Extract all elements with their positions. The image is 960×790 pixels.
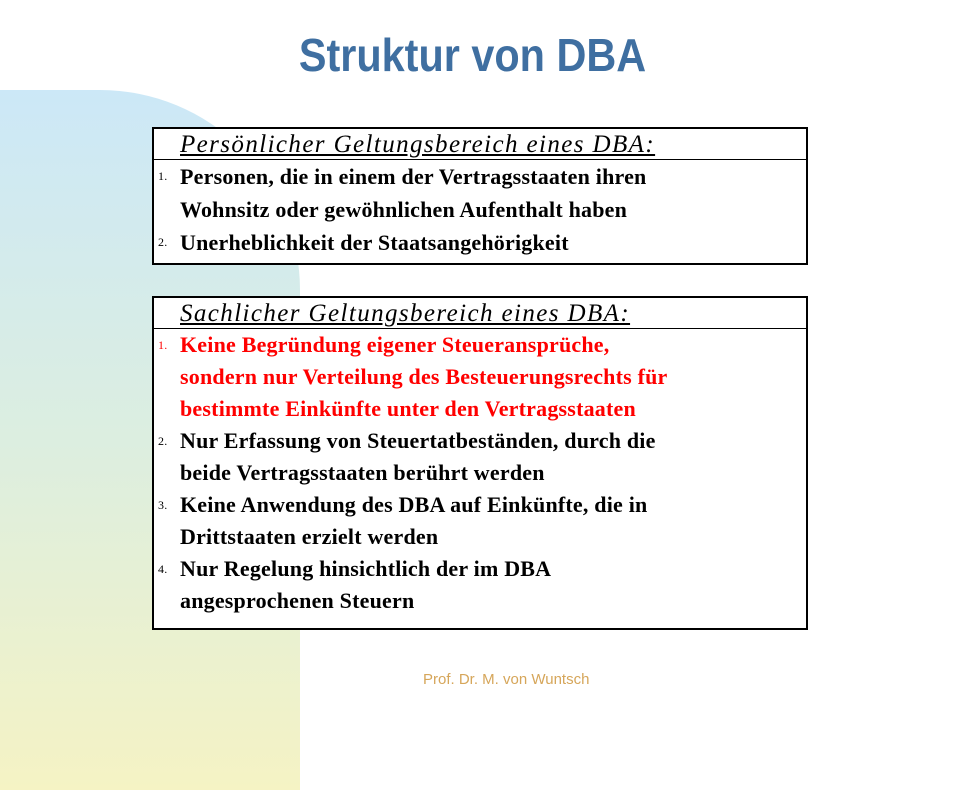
list-item — [154, 160, 806, 226]
item-text: Wohnsitz oder gewöhnlichen Aufenthalt haben — [180, 197, 628, 222]
item-text: Personen, die in einem der Vertragsstaaten ihren — [180, 164, 647, 189]
item-text: sondern nur Verteilung des Besteuerungsrechts für — [180, 364, 668, 389]
list-item — [154, 425, 806, 489]
slide-title: Struktur von DBA — [298, 29, 647, 81]
item-text: Keine Anwendung des DBA auf Einkünfte, die in — [180, 492, 648, 517]
material-scope-box — [152, 296, 808, 630]
item-number: 1. — [158, 338, 168, 352]
item-text: angesprochenen Steuern — [180, 588, 415, 613]
item-text: beide Vertragsstaaten berührt werden — [180, 460, 545, 485]
list-item — [154, 553, 806, 617]
item-text: bestimmte Einkünfte unter den Vertragsstaaten — [180, 396, 636, 421]
item-number: 1. — [158, 169, 168, 183]
item-text: Nur Erfassung von Steuertatbeständen, durch die — [180, 428, 656, 453]
personal-scope-box — [152, 127, 808, 265]
item-text: Nur Regelung hinsichtlich der im DBA — [180, 556, 552, 581]
item-text: Keine Begründung eigener Steueransprüche, — [180, 332, 610, 357]
item-number: 3. — [158, 498, 168, 512]
footer-author: Prof. Dr. M. von Wuntsch — [423, 671, 590, 688]
box-heading: Persönlicher Geltungsbereich eines DBA: — [180, 131, 656, 158]
box-heading-row — [154, 298, 806, 329]
item-number: 2. — [158, 235, 168, 249]
list-item — [154, 226, 806, 259]
item-number: 2. — [158, 434, 168, 448]
item-text: Drittstaaten erzielt werden — [180, 524, 439, 549]
item-number: 4. — [158, 562, 168, 576]
list-item-highlighted — [154, 329, 806, 425]
item-text: Unerheblichkeit der Staatsangehörigkeit — [180, 230, 569, 255]
box-heading: Sachlicher Geltungsbereich eines DBA: — [180, 300, 631, 327]
list-item — [154, 489, 806, 553]
box-heading-row — [154, 129, 806, 160]
